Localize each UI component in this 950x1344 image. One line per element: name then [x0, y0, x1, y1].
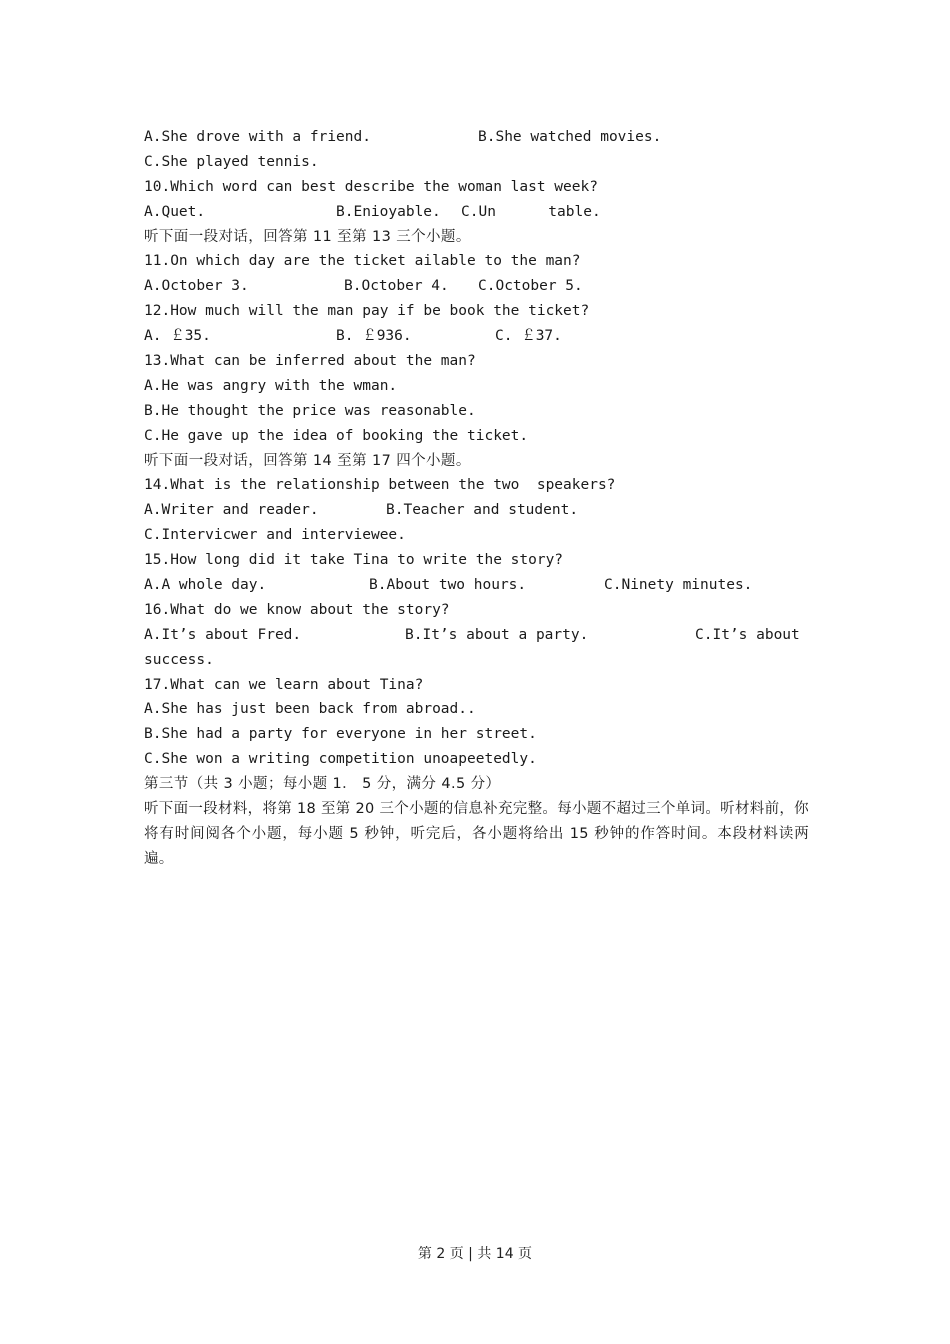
document-page [144, 125, 809, 872]
option-c: C.Ninety minutes. [604, 577, 753, 594]
question-10-stem: 10.Which word can best describe the woman last week? [144, 178, 598, 195]
question-15-stem: 15.How long did it take Tina to write the story? [144, 552, 564, 569]
option-b: B.Teacher and student. [386, 502, 579, 519]
option-c: C.It’s about [695, 626, 800, 643]
question-16-stem: 16.What do we know about the story? [144, 601, 450, 618]
option-c: C.October 5. [478, 278, 583, 295]
option-c: C.He gave up the idea of booking the ticket. [144, 427, 529, 444]
option-c: C.Intervicwer and interviewee. [144, 527, 406, 544]
option-b: B.About two hours. [369, 577, 527, 594]
question-10-options [144, 200, 809, 225]
page-footer: 第 2 页 | 共 14 页 [417, 1246, 533, 1262]
question-17-stem: 17.What can we learn about Tina? [144, 676, 424, 693]
option-b: B.She had a party for everyone in her street. [144, 726, 537, 743]
question-14-stem: 14.What is the relationship between the two speakers? [144, 477, 616, 494]
option-a: A.A whole day. [144, 577, 267, 594]
section-instruction: 听下面一段对话，回答第 11 至第 13 三个小题。 [144, 228, 471, 245]
option-a: A.It’s about Fred. [144, 626, 302, 643]
question-12-options [144, 324, 809, 349]
question-9-options-ab [144, 125, 809, 150]
question-13-stem: 13.What can be inferred about the man? [144, 353, 476, 370]
option-a: A.She drove with a friend. [144, 129, 371, 145]
question-11-stem: 11.On which day are the ticket ailable to the man? [144, 253, 581, 270]
option-a: A.Quet. [144, 203, 206, 220]
option-a: A. ￡35. [144, 328, 211, 345]
option-a: A.October 3. [144, 278, 249, 295]
option-c-continued: success. [144, 651, 214, 668]
option-b: B. ￡936. [336, 328, 412, 345]
question-16-options [144, 623, 809, 648]
option-b: B.He thought the price was reasonable. [144, 402, 476, 419]
option-b: B.October 4. [344, 278, 449, 295]
part-3-heading: 第三节（共 3 小题；每小题 1． 5 分，满分 4.5 分） [144, 776, 501, 793]
option-b: B.She watched movies. [478, 129, 662, 145]
option-a: A.Writer and reader. [144, 502, 319, 519]
option-a: A.She has just been back from abroad.. [144, 701, 476, 718]
part-3-instructions: 听下面一段材料，将第 18 至第 20 三个小题的信息补充完整。每小题不超过三个单词。听材料前，你将有时间阅各个小题，每小题 5 秒钟，听完后，各小题将给出 15 秒钟的作答时间。本段材料读两遍。 [144, 801, 809, 867]
option-c: C.Un table. [461, 203, 601, 220]
option-c: C.She played tennis. [144, 153, 319, 170]
option-c: C.She won a writing competition unoapeetedly. [144, 751, 537, 768]
section-instruction: 听下面一段对话，回答第 14 至第 17 四个小题。 [144, 452, 471, 469]
option-b: B.Enioyable. [336, 203, 441, 220]
option-c: C. ￡37. [495, 328, 562, 345]
question-15-options [144, 573, 809, 598]
option-b: B.It’s about a party. [405, 626, 589, 643]
question-12-stem: 12.How much will the man pay if be book the ticket? [144, 303, 590, 320]
question-11-options [144, 274, 809, 299]
question-14-options-ab [144, 498, 809, 523]
option-a: A.He was angry with the wman. [144, 377, 398, 394]
